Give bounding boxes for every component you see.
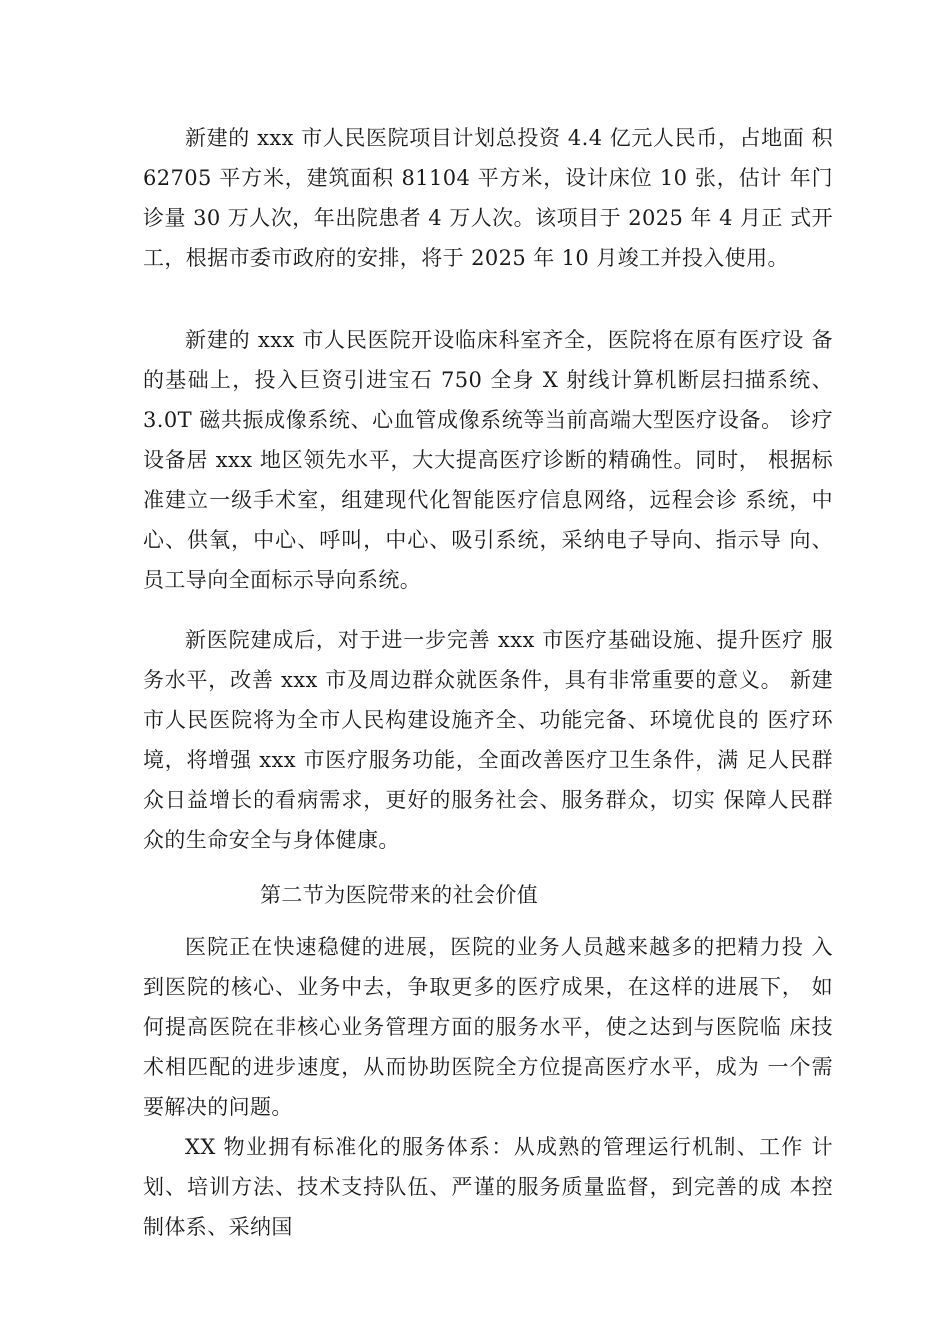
paragraph-project-overview: 新建的 xxx 市人民医院项目计划总投资 4.4 亿元人民币，占地面 积 62705 平方米，建筑面积 81104 平方米，设计床位 10 张，估计 年门诊量 30 万人次，年出院患者 4 万人次。该项目于 2025 年 4 月正 式开工，根据市委市政府的安排，将于 2025 年 10 月竣工并投入使用。 — [143, 126, 833, 270]
paragraph-medical-equipment: 新建的 xxx 市人民医院开设临床科室齐全，医院将在原有医疗设 备的基础上，投入巨资引进宝石 750 全身 X 射线计算机断层扫描系统、 3.0T 磁共振成像系统、心血管成像系统等当前高端大型医疗设备。 诊疗设备居 xxx 地区领先水平，大大提高医疗诊断的精确性。同时， 根据标准建立一级手术室，组建现代化智能医疗信息网络，远程会诊 系统，中心、供氧，中心、呼叫，中心、吸引系统，采纳电子导向、指示导 向、员工导向全面标示导向系统。 — [143, 328, 833, 592]
paragraph-hospital-development: 医院正在快速稳健的进展，医院的业务人员越来越多的把精力投 入到医院的核心、业务中去，争取更多的医疗成果，在这样的进展下， 如何提高医院在非核心业务管理方面的服务水平，使之达到与医院临 床技术相匹配的进步速度，从而协助医院全方位提高医疗水平，成为 一个需要解决的问题。 — [143, 935, 833, 1119]
paragraph-property-service-system: XX 物业拥有标准化的服务体系：从成熟的管理运行机制、工作 计划、培训方法、技术支持队伍、严谨的服务质量监督，到完善的成 本控制体系、采纳国 — [143, 1135, 833, 1239]
section-heading: 第二节为医院带来的社会价值 — [260, 883, 539, 907]
paragraph-significance: 新医院建成后，对于进一步完善 xxx 市医疗基础设施、提升医疗 服务水平，改善 xxx 市及周边群众就医条件，具有非常重要的意义。 新建市人民医院将为全市人民构建设施齐全、功能完备、环境优良的 医疗环境，将增强 xxx 市医疗服务功能，全面改善医疗卫生条件，满 足人民群众日益增长的看病需求，更好的服务社会、服务群众，切实 保障人民群众的生命安全与身体健康。 — [143, 628, 833, 852]
